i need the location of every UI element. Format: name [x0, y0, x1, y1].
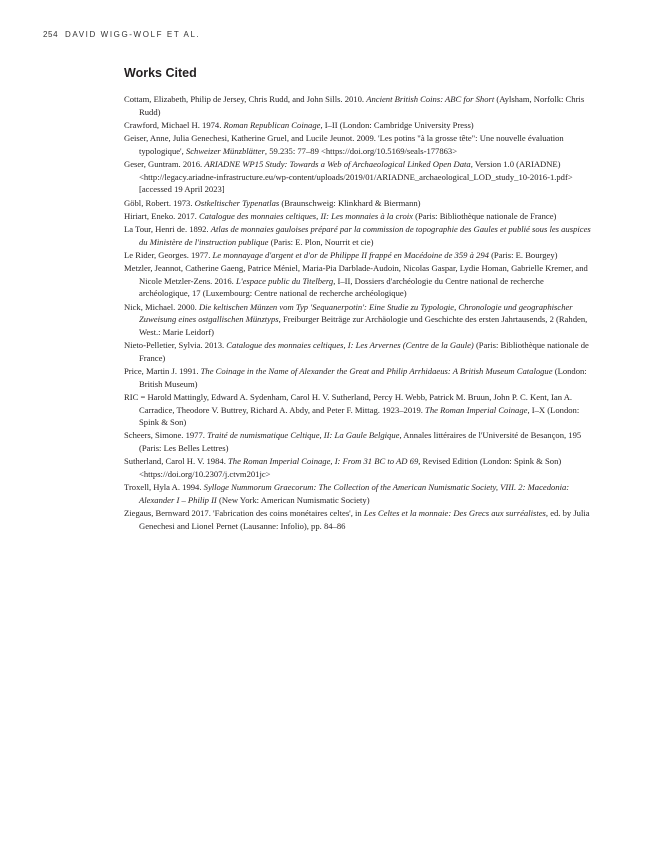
reference-title: L'espace public du Titelberg	[235, 275, 334, 286]
reference-item: Nick, Michael. 2000. Die keltischen Münzen vom Typ 'Sequanerpotin': Eine Studie zu Typologie, Chronologie und geographischer Zuweisung eines ostgallischen Münztyps, Freiburger Beiträge zur Archäologie und Geschichte des ersten Jahrtausends, 2 (Rahden, West.: Marie Leidorf)	[124, 301, 588, 337]
reference-item: Ziegaus, Bernward 2017. 'Fabrication des coins monétaires celtes', in Les Celtes et la monnaie: Des Grecs aux surréalistes, ed. by Julia Genechesi and Lionel Pernet (Lausanne: Infolio), pp. 84–86	[124, 508, 590, 531]
reference-title: ARIADNE WP15 Study: Towards a Web of Archaeological Linked Open Data	[204, 159, 471, 170]
reference-title: Traité de numismatique Celtique, II: La Gaule Belgique	[207, 430, 400, 441]
reference-item: Crawford, Michael H. 1974. Roman Republican Coinage, I–II (London: Cambridge University Press)	[124, 119, 474, 130]
reference-title: Ancient British Coins: ABC for Short	[366, 94, 495, 104]
reference-item: La Tour, Henri de. 1892. Atlas de monnaies gauloises préparé par la commission de topographie des Gaules et publié sous les auspices du Ministère de l'instruction publique (Paris: E. Plon, Nourrit et cie)	[124, 224, 591, 247]
reference-title: Die keltischen Münzen vom Typ 'Sequanerpotin': Eine Studie zu Typologie, Chronologie und geographischer Zuweisung eines ostgallischen Münztyps	[139, 301, 573, 325]
section-title: Works Cited	[124, 66, 197, 80]
reference-title: Sylloge Nummorum Graecorum: The Collection of the American Numismatic Society, VIII. 2: Macedonia: Alexander I – Philip II	[139, 482, 570, 505]
reference-title: The Coinage in the Name of Alexander the Great and Philip Arrhidaeus: A British Museum Catalogue	[200, 366, 553, 377]
reference-title: Roman Republican Coinage	[223, 119, 321, 130]
reference-item: Le Rider, Georges. 1977. Le monnayage d'argent et d'or de Philippe II frappé en Macédoine de 359 à 294 (Paris: E. Bourgey)	[124, 249, 558, 260]
reference-title: The Roman Imperial Coinage	[425, 404, 528, 415]
reference-item: Troxell, Hyla A. 1994. Sylloge Nummorum Graecorum: The Collection of the American Numismatic Society, VIII. 2: Macedonia: Alexander I – Philip II (New York: American Numismatic Society)	[124, 482, 570, 505]
reference-item: Göbl, Robert. 1973. Ostkeltischer Typenatlas (Braunschweig: Klinkhard & Biermann)	[124, 197, 421, 208]
reference-item: Geser, Guntram. 2016. ARIADNE WP15 Study: Towards a Web of Archaeological Linked Open Data, Version 1.0 (ARIADNE) <http://legacy.ariadne-infrastructure.eu/wp-content/uploads/2019/01/ARIADNE_archaeological_LOD_study_10-2016-1.pdf> [accessed 19 April 2023]	[124, 159, 573, 195]
reference-title: Les Celtes et la monnaie: Des Grecs aux surréalistes	[363, 508, 546, 518]
running-head	[43, 30, 200, 39]
reference-item: Scheers, Simone. 1977. Traité de numismatique Celtique, II: La Gaule Belgique, Annales littéraires de l'Université de Besançon, 195 (Paris: Les Belles Lettres)	[124, 430, 582, 453]
reference-item: Metzler, Jeannot, Catherine Gaeng, Patrice Méniel, Maria-Pia Darblade-Audoin, Nicolas Gaspar, Lydie Homan, Gabrielle Kremer, and Nicole Metzler-Zens. 2016. L'espace public du Titelberg, I–II, Dossiers d'archéologie du Centre national de recherche archéologique, 17 (Luxembourg: Centre national de recherche archéologique)	[124, 263, 588, 299]
reference-title: Schweizer Münzblätter	[185, 145, 265, 156]
reference-item: RIC = Harold Mattingly, Edward A. Sydenham, Carol H. V. Sutherland, Percy H. Webb, Patrick M. Bruun, John P. C. Kent, Ian A. Carradice, Theodore V. Buttrey, Richard A. Abdy, and Peter F. Mittag. 1923–2019. The Roman Imperial Coinage, I–X (London: Spink & Son)	[124, 391, 580, 428]
running-head-author: DAVID WIGG-WOLF ET AL.	[64, 30, 201, 39]
reference-list	[124, 93, 592, 533]
reference-title: The Roman Imperial Coinage, I: From 31 BC to AD 69	[228, 456, 419, 467]
reference-item: Geiser, Anne, Julia Genechesi, Katherine Gruel, and Lucile Jeunot. 2009. 'Les potins "à la grosse tête": Une nouvelle évaluation typologique', Schweizer Münzblätter, 59.235: 77–89 <https://doi.org/10.5169/seals-177863>	[124, 133, 564, 156]
page-number: 254	[43, 30, 59, 39]
reference-item: Nieto-Pelletier, Sylvia. 2013. Catalogue des monnaies celtiques, I: Les Arvernes (Centre de la Gaule) (Paris: Bibliothèque nationale de France)	[124, 340, 589, 363]
reference-title: Le monnayage d'argent et d'or de Philippe II frappé en Macédoine de 359 à 294	[212, 249, 489, 260]
reference-title: Catalogue des monnaies celtiques, II: Les monnaies à la croix	[198, 210, 413, 221]
reference-title: Atlas de monnaies gauloises préparé par la commission de topographie des Gaules et publié sous les auspices du Ministère de l'instruction publique	[139, 224, 591, 247]
reference-item: Hiriart, Eneko. 2017. Catalogue des monnaies celtiques, II: Les monnaies à la croix (Paris: Bibliothèque nationale de France)	[124, 210, 557, 221]
reference-title: Catalogue des monnaies celtiques, I: Les Arvernes (Centre de la Gaule)	[226, 340, 474, 351]
reference-title: Ostkeltischer Typenatlas	[194, 197, 280, 208]
reference-item: Price, Martin J. 1991. The Coinage in the Name of Alexander the Great and Philip Arrhidaeus: A British Museum Catalogue (London: British Museum)	[124, 366, 587, 389]
reference-item: Cottam, Elizabeth, Philip de Jersey, Chris Rudd, and John Sills. 2010. Ancient British Coins: ABC for Short (Aylsham, Norfolk: Chris Rudd)	[124, 94, 585, 117]
reference-item: Sutherland, Carol H. V. 1984. The Roman Imperial Coinage, I: From 31 BC to AD 69, Revised Edition (London: Spink & Son) <https://doi.org/10.2307/j.ctvm201jc>	[124, 456, 562, 479]
